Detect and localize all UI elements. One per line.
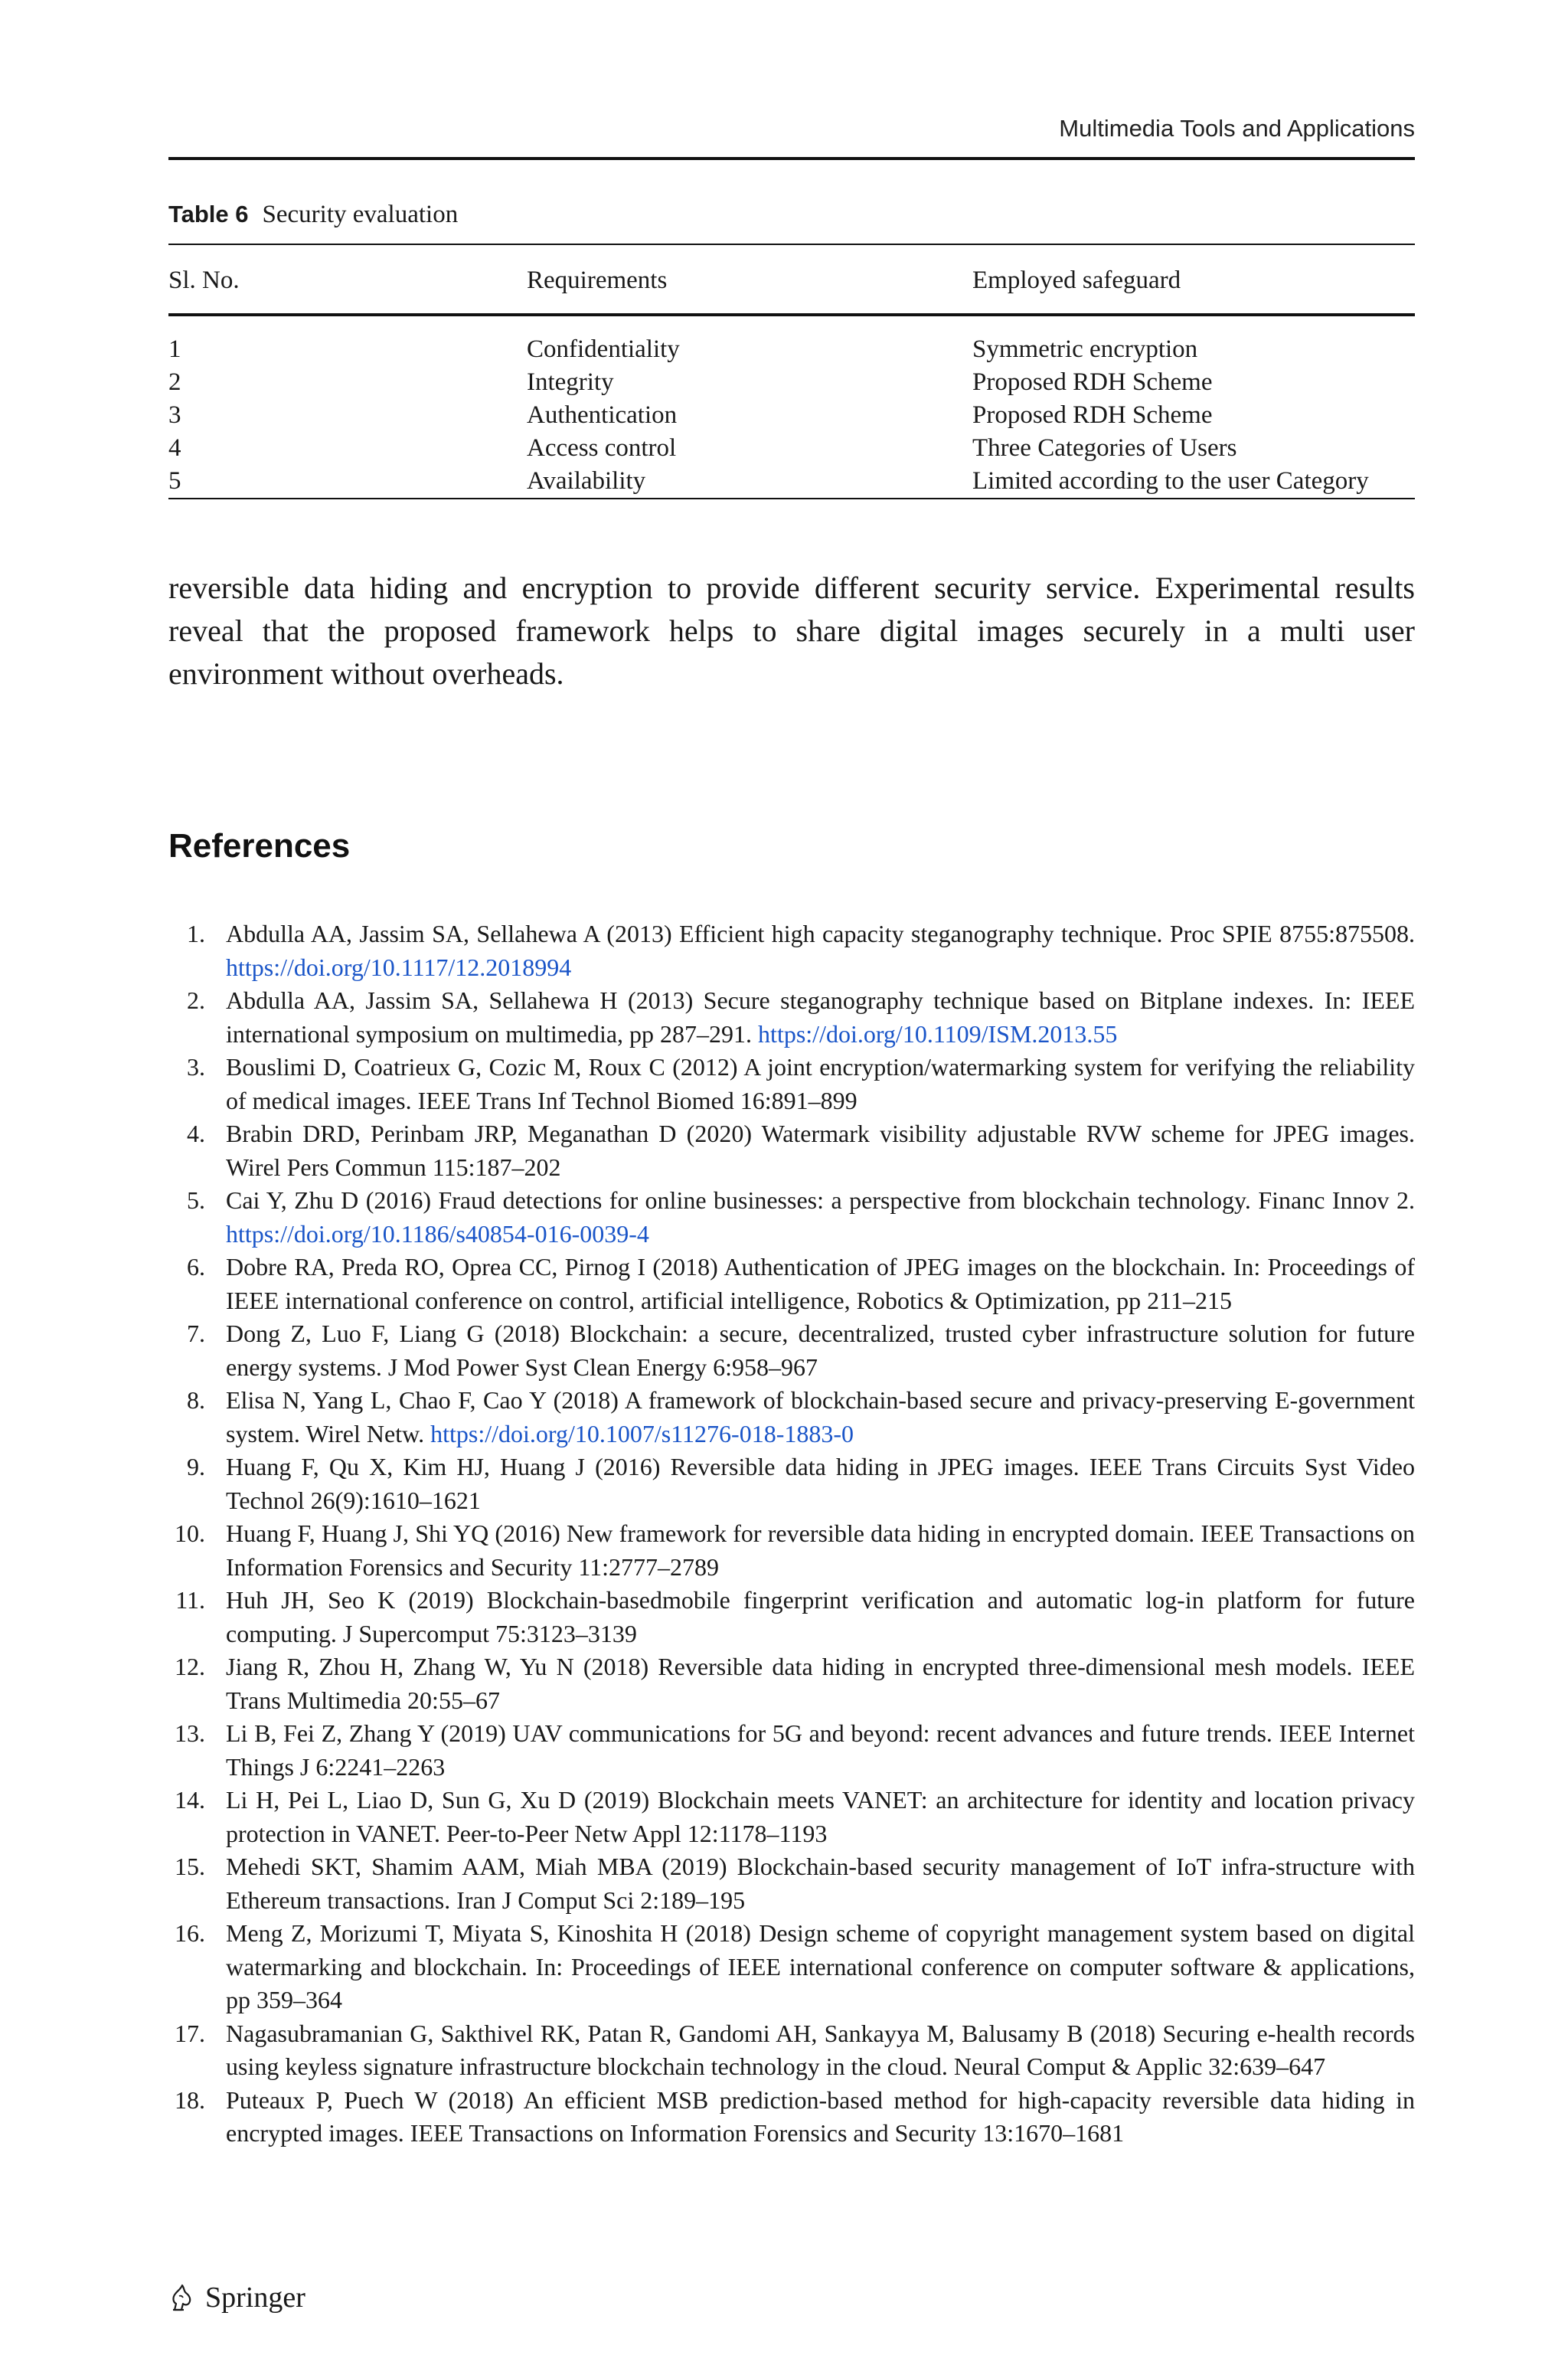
- cell-safeguard: Three Categories of Users: [972, 434, 1237, 462]
- body-paragraph: reversible data hiding and encryption to provide different security service. Experimental results reveal that the proposed framework helps to share digital images securely in a multi user environment without overheads.: [168, 571, 1415, 691]
- references-list: [168, 918, 1415, 2151]
- reference-text: Li B, Fei Z, Zhang Y (2019) UAV communications for 5G and beyond: recent advances and future trends. IEEE Internet Things J 6:2241–2263: [226, 1719, 1415, 1781]
- reference-number: 17.: [175, 2019, 205, 2047]
- reference-text: Abdulla AA, Jassim SA, Sellahewa A (2013) Efficient high capacity steganography technique. Proc SPIE 8755:875508.: [226, 920, 1415, 947]
- reference-item: [168, 1650, 1415, 1717]
- reference-text: Bouslimi D, Coatrieux G, Cozic M, Roux C (2012) A joint encryption/watermarking system for verifying the reliability of medical images. IEEE Trans Inf Technol Biomed 16:891–899: [226, 1053, 1415, 1114]
- reference-number: 16.: [175, 1919, 205, 1947]
- reference-text: Elisa N, Yang L, Chao F, Cao Y (2018) A framework of blockchain-based secure and privacy-preserving E-government system. Wirel Netw.: [226, 1386, 1415, 1447]
- reference-item: [168, 1584, 1415, 1650]
- reference-number: 4.: [187, 1120, 205, 1147]
- reference-number: 6.: [187, 1253, 205, 1281]
- table-row: [168, 399, 1415, 432]
- table-row: [168, 366, 1415, 399]
- reference-item: [168, 1317, 1415, 1384]
- cell-safeguard: Symmetric encryption: [972, 335, 1198, 363]
- reference-doi-link[interactable]: https://doi.org/10.1007/s11276-018-1883-0: [430, 1419, 854, 1447]
- reference-number: 14.: [175, 1786, 205, 1814]
- publisher-footer: [168, 2281, 305, 2314]
- header-sl-no: Sl. No.: [168, 244, 527, 315]
- cell-requirement: Confidentiality: [527, 335, 680, 363]
- security-table-wrap: [168, 244, 1415, 499]
- reference-item: [168, 1850, 1415, 1917]
- reference-text: Meng Z, Morizumi T, Miyata S, Kinoshita H (2018) Design scheme of copyright management system based on digital watermarking and blockchain. In: Proceedings of IEEE international conference on computer software & applications, pp 359–364: [226, 1919, 1415, 2013]
- header-requirements: Requirements: [527, 244, 972, 315]
- table-header-row: [168, 244, 1415, 315]
- reference-item: [168, 1384, 1415, 1451]
- cell-sl-no: 2: [168, 368, 181, 396]
- reference-text: Huh JH, Seo K (2019) Blockchain-basedmobile fingerprint verification and automatic log-in platform for future computing. J Supercomput 75:3123–3139: [226, 1586, 1415, 1647]
- reference-number: 7.: [187, 1320, 205, 1347]
- reference-doi-link[interactable]: https://doi.org/10.1117/12.2018994: [226, 953, 572, 981]
- cell-safeguard: Limited according to the user Category: [972, 465, 1415, 499]
- reference-text: Li H, Pei L, Liao D, Sun G, Xu D (2019) Blockchain meets VANET: an architecture for identity and location privacy protection in VANET. Peer-to-Peer Netw Appl 12:1178–1193: [226, 1786, 1415, 1847]
- reference-item: [168, 1517, 1415, 1584]
- cell-requirement: Authentication: [527, 401, 678, 429]
- table-caption-text: Security evaluation: [262, 201, 459, 228]
- reference-doi-link[interactable]: https://doi.org/10.1109/ISM.2013.55: [758, 1019, 1118, 1048]
- reference-item: [168, 1117, 1415, 1184]
- publisher-name: Springer: [205, 2282, 305, 2314]
- header-rule: [168, 157, 1415, 160]
- reference-number: 3.: [187, 1053, 205, 1081]
- cell-requirement: Availability: [527, 465, 972, 499]
- cell-sl-no: 4: [168, 434, 181, 462]
- reference-item: [168, 984, 1415, 1051]
- reference-text: Abdulla AA, Jassim SA, Sellahewa H (2013) Secure steganography technique based on Bitplane indexes. In: IEEE international symposium on multimedia, pp 287–291.: [226, 986, 1415, 1048]
- cell-sl-no: 5: [168, 465, 527, 499]
- cell-safeguard: Proposed RDH Scheme: [972, 368, 1213, 396]
- reference-text: Brabin DRD, Perinbam JRP, Meganathan D (2020) Watermark visibility adjustable RVW scheme for JPEG images. Wirel Pers Commun 115:187–202: [226, 1120, 1415, 1181]
- reference-number: 12.: [175, 1653, 205, 1680]
- reference-text: Huang F, Huang J, Shi YQ (2016) New framework for reversible data hiding in encrypted domain. IEEE Transactions on Information Forensics and Security 11:2777–2789: [226, 1519, 1415, 1581]
- cell-requirement: Integrity: [527, 368, 614, 396]
- references-heading: References: [168, 827, 351, 865]
- cell-sl-no: 1: [168, 335, 181, 363]
- reference-item: [168, 1184, 1415, 1251]
- cell-sl-no: 3: [168, 401, 181, 429]
- reference-text: Dong Z, Luo F, Liang G (2018) Blockchain: a secure, decentralized, trusted cyber infrastructure solution for future energy systems. J Mod Power Syst Clean Energy 6:958–967: [226, 1320, 1415, 1381]
- reference-text: Mehedi SKT, Shamim AAM, Miah MBA (2019) Blockchain-based security management of IoT infra-structure with Ethereum transactions. Iran J Comput Sci 2:189–195: [226, 1853, 1415, 1914]
- reference-number: 9.: [187, 1453, 205, 1480]
- reference-item: [168, 1917, 1415, 2017]
- reference-item: [168, 1717, 1415, 1784]
- table-row: [168, 432, 1415, 465]
- cell-safeguard: Proposed RDH Scheme: [972, 401, 1213, 429]
- reference-number: 13.: [175, 1719, 205, 1747]
- table-caption-label: Table 6: [168, 201, 249, 227]
- header-employed-safeguard: Employed safeguard: [972, 244, 1415, 315]
- reference-number: 18.: [175, 2085, 205, 2114]
- reference-text: Puteaux P, Puech W (2018) An efficient MSB prediction-based method for high-capacity reversible data hiding in encrypted images. IEEE Transactions on Information Forensics and Security 13:1670–1681: [226, 2085, 1415, 2147]
- reference-doi-link[interactable]: https://doi.org/10.1186/s40854-016-0039-4: [226, 1219, 649, 1248]
- reference-number: 11.: [175, 1586, 205, 1614]
- cell-requirement: Access control: [527, 434, 677, 462]
- reference-item: [168, 1251, 1415, 1317]
- reference-text: Dobre RA, Preda RO, Oprea CC, Pirnog I (2018) Authentication of JPEG images on the blockchain. In: Proceedings of IEEE international conference on control, artificial intelligence, Robotics & Optimization, pp 211–215: [226, 1253, 1415, 1314]
- security-evaluation-table: [168, 244, 1415, 499]
- reference-item: [168, 1451, 1415, 1517]
- springer-horse-icon: [168, 2282, 196, 2313]
- reference-number: 10.: [175, 1519, 205, 1547]
- table-row: [168, 315, 1415, 366]
- reference-text: Nagasubramanian G, Sakthivel RK, Patan R, Gandomi AH, Sankayya M, Balusamy B (2018) Securing e-health records using keyless signature infrastructure blockchain technology in the cloud. Neural Comput & Applic 32:639–647: [226, 2019, 1415, 2080]
- reference-item: [168, 1051, 1415, 1117]
- reference-item: [168, 918, 1415, 984]
- reference-number: 1.: [187, 920, 205, 947]
- reference-item: [168, 2017, 1415, 2084]
- table-caption: [168, 201, 458, 229]
- reference-text: Cai Y, Zhu D (2016) Fraud detections for online businesses: a perspective from blockchain technology. Financ Innov 2.: [226, 1186, 1415, 1214]
- table-row: [168, 465, 1415, 499]
- journal-header: Multimedia Tools and Applications: [1059, 115, 1415, 142]
- reference-item: [168, 2084, 1415, 2151]
- reference-number: 2.: [187, 986, 205, 1014]
- reference-number: 5.: [187, 1186, 205, 1214]
- reference-item: [168, 1784, 1415, 1850]
- reference-text: Huang F, Qu X, Kim HJ, Huang J (2016) Reversible data hiding in JPEG images. IEEE Trans Circuits Syst Video Technol 26(9):1610–1621: [226, 1453, 1415, 1514]
- paper-page: [168, 0, 1415, 2378]
- reference-text: Jiang R, Zhou H, Zhang W, Yu N (2018) Reversible data hiding in encrypted three-dimensional mesh models. IEEE Trans Multimedia 20:55–67: [226, 1653, 1415, 1714]
- reference-number: 8.: [187, 1386, 205, 1414]
- reference-number: 15.: [175, 1853, 205, 1880]
